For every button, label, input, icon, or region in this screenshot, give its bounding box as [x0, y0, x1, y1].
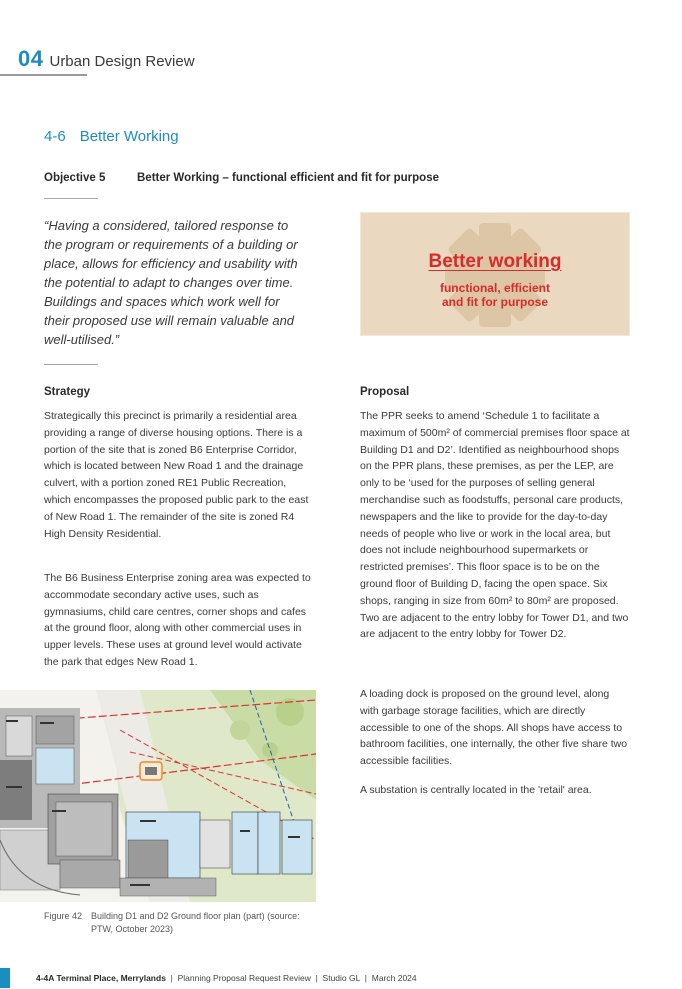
figure-label: Figure 42: [44, 911, 83, 921]
callout-subtitle: [361, 281, 629, 309]
chapter-header: [18, 46, 195, 72]
floor-plan-drawing: [0, 690, 316, 902]
proposal-paragraph-1: The PPR seeks to amend ‘Schedule 1 to facilitate a maximum of 500m² of commercial premises floor space at Building D1 and D2’. Identified as neighbourhood shops on the PPR plans, these premises, as per the LEP, are only to be ‘used for the purposes of selling general merchandise such as foodstuffs, personal care products, newspapers and the like to provide for the day-to-day needs of people who live or work in the local area, but does not include neighbourhood supermarkets or restricted premises’. This floor space is to be on the ground floor of Building D, facing the open space. Six shops, ranging in size from 60m² to 80m² are proposed. Two are adjacent to the entry lobby for Tower D1, and two are adjacent to the entry lobby for Tower D2.: [360, 410, 630, 641]
proposal-heading: Proposal: [360, 386, 410, 398]
chapter-number: 04: [18, 46, 44, 71]
footer-project: 4-4A Terminal Place, Merrylands: [36, 973, 166, 983]
section-title: Better Working: [79, 128, 179, 145]
star-graphic: [361, 213, 630, 336]
footer-author: Studio GL: [322, 973, 361, 983]
quote-rule-top: [44, 198, 98, 199]
proposal-paragraph-3: A substation is centrally located in the 'retail' area.: [360, 784, 592, 796]
strategy-paragraph-2: The B6 Business Enterprise zoning area was expected to accommodate secondary active uses, such as gymnasiums, child care centres, corner shops and cafes at the ground floor, along with other commercial uses in upper levels. These uses at ground level would activate the park that edges New Road 1.: [44, 572, 311, 668]
objective-text: Better Working – functional efficient and fit for purpose: [137, 172, 439, 184]
section-heading: [44, 128, 179, 145]
objective-label: Objective 5: [44, 172, 106, 184]
section-number: 4-6: [44, 128, 66, 145]
figure-caption-line2: PTW, October 2023): [91, 924, 174, 934]
page-footer: [0, 968, 682, 988]
footer-text: [36, 973, 417, 983]
quote-rule-bottom: [44, 364, 98, 365]
callout-subtitle-line1: functional, efficient: [439, 281, 550, 295]
strategy-heading: Strategy: [44, 386, 91, 398]
chapter-rule: [0, 74, 87, 76]
chapter-title: Urban Design Review: [49, 53, 195, 70]
footer-separator-3: |: [364, 973, 367, 983]
strategy-paragraph-1: Strategically this precinct is primarily a residential area providing a range of diverse housing options. There is a portion of the site that is zoned B6 Enterprise Corridor, which is located between New Road 1 and the drainage culvert, with a portion zoned RE1 Public Recreation, which encompasses the proposed public park to the east of New Road 1. The remainder of the site is zoned R4 High Density Residential.: [44, 410, 309, 540]
figure-caption-line1: Building D1 and D2 Ground floor plan (part) (source:: [91, 911, 300, 921]
footer-date: March 2024: [371, 973, 417, 983]
page-number-tab: [0, 968, 10, 988]
better-working-callout: [360, 212, 630, 336]
figure-caption: [44, 910, 300, 936]
footer-separator-1: |: [170, 973, 173, 983]
objective-line: [44, 172, 439, 184]
proposal-paragraph-2: A loading dock is proposed on the ground level, along with garbage storage facilities, which are directly accessible to one of the shops. All shops have access to bathroom facilities, one internally, the other five share two accessible facilities.: [360, 688, 628, 768]
footer-separator-2: |: [315, 973, 318, 983]
footer-document: Planning Proposal Request Review: [177, 973, 311, 983]
callout-title: Better working: [428, 251, 562, 272]
figure-caption-text: [91, 910, 300, 936]
callout-subtitle-line2: and fit for purpose: [442, 295, 548, 309]
objective-quote: “Having a considered, tailored response to the program or requirements of a building or place, allows for efficiency and usability with the potential to adapt to changes over time. Buildings and spaces which work well for their proposed use will remain valuable and well-utilised.”: [44, 218, 298, 347]
floor-plan-figure: [0, 690, 316, 902]
